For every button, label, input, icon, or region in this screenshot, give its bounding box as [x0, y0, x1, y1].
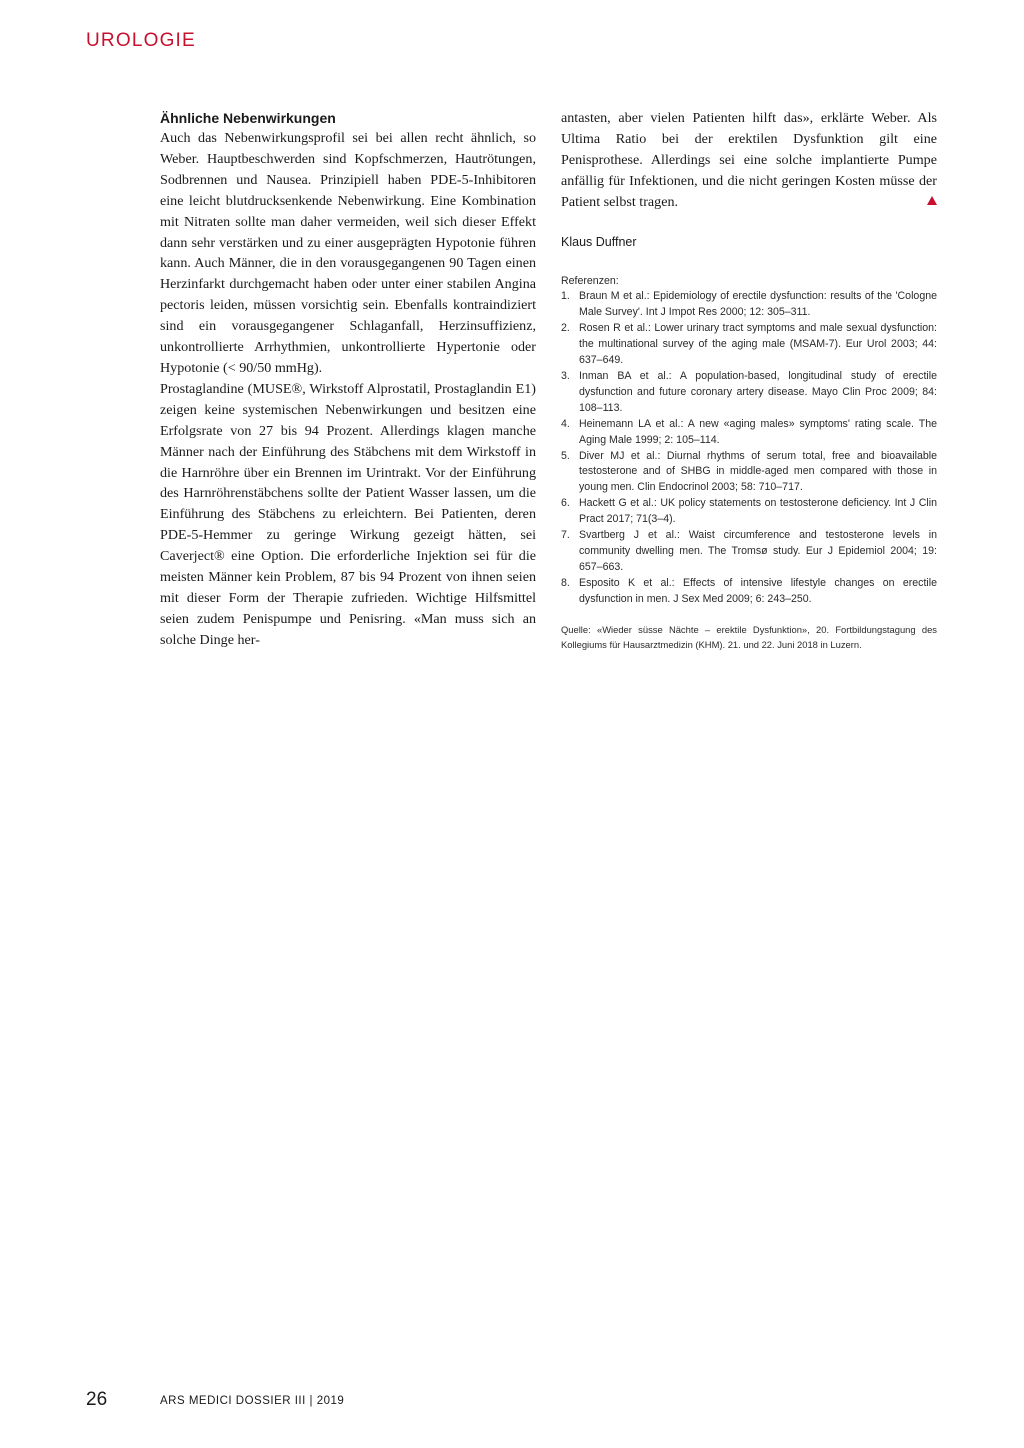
reference-item [561, 528, 937, 576]
article-paragraph-1: Auch das Nebenwirkungsprofil sei bei allen recht ähnlich, so Weber. Hauptbeschwerden sind Kopfschmerzen, Hautrötungen, Sodbrennen und Nausea. Prinzipiell haben PDE-5-Inhibitoren eine leicht blutdrucksenkende Nebenwirkung. Eine Kombination mit Nitraten sollte man daher vermeiden, weil sich dieser Effekt dann sehr verstärken und zu einer ausgeprägten Hypotonie führen kann. Auch Männer, die in den vorausgegangenen 90 Tagen einen Herzinfarkt durchgemacht haben oder unter einer stabilen Angina pectoris leiden, müssen vorsichtig sein. Ebenfalls kontraindiziert sind ein vorausgegangener Schlaganfall, Herzinsuffizienz, unkontrollierte Arrhythmien, unkontrollierte Hypertonie oder Hypotonie (< 90/50 mmHg). [160, 130, 536, 376]
reference-text: Heinemann LA et al.: A new «aging males» symptoms' rating scale. The Aging Male 1999; 2: 105–114. [579, 417, 937, 446]
reference-item [561, 321, 937, 369]
article-paragraph-2-part-2 [561, 108, 937, 213]
reference-item [561, 369, 937, 417]
section-label: UROLOGIE [86, 30, 196, 51]
page-number: 26 [86, 1389, 108, 1410]
reference-text: Braun M et al.: Epidemiology of erectile dysfunction: results of the 'Cologne Male Survey'. Int J Impot Res 2000; 12: 305–311. [579, 290, 937, 319]
article-column-right [561, 108, 937, 652]
reference-number: 6. [561, 497, 570, 510]
reference-number: 4. [561, 417, 570, 430]
reference-text: Inman BA et al.: A population-based, longitudinal study of erectile dysfunction and future coronary artery disease. Mayo Clin Proc 2009; 84: 108–113. [579, 369, 937, 414]
reference-item [561, 289, 937, 321]
references [561, 274, 937, 608]
reference-text: Hackett G et al.: UK policy statements on testosterone deficiency. Int J Clin Pract 2017; 71(3–4). [579, 497, 937, 526]
references-title: Referenzen: [561, 274, 619, 287]
reference-number: 5. [561, 449, 570, 462]
reference-text: Diver MJ et al.: Diurnal rhythms of serum total, free and bioavailable testosterone and of SHBG in middle-aged men compared with those in young men. Clin Endocrinol 2003; 58: 710–717. [579, 449, 937, 494]
reference-item [561, 496, 937, 528]
author-name: Klaus Duffner [561, 234, 637, 249]
reference-number: 2. [561, 322, 570, 335]
article-column-left [160, 108, 536, 651]
source-note: Quelle: «Wieder süsse Nächte – erektile Dysfunktion», 20. Fortbildungstagung des Kollegiums für Hausarztmedizin (KHM). 21. und 22. Juni 2018 in Luzern. [561, 623, 937, 650]
article-paragraph-2-text: antasten, aber vielen Patienten hilft das», erklärte Weber. Als Ultima Ratio bei der erektilen Dysfunktion gilt eine Penisprothese. Allerdings sei eine solche implantierte Pumpe anfällig für Infektionen, und die nicht geringen Kosten müsse der Patient selbst tragen. [561, 110, 937, 210]
article-paragraph-2-part-1: Prostaglandine (MUSE®, Wirkstoff Alprostatil, Prostaglandin E1) zeigen keine systemischen Nebenwirkungen und besitzen eine Erfolgsrate von 27 bis 94 Prozent. Allerdings klagen manche Männer nach der Einführung des Stäbchens mit dem Wirkstoff in die Harnröhre über ein Brennen im Urintrakt. Vor der Einführung des Harnröhrenstäbchens sollte der Patient Wasser lassen, um die Einführung des Stäbchens zu erleichtern. Bei Patienten, deren PDE-5-Hemmer zu geringe Wirkung gezeigt hätten, sei Caverject® eine Option. Die erforderliche Injektion sei für die meisten Männer kein Problem, 87 bis 94 Prozent von ihnen seien mit dieser Form der Therapie zufrieden. Wichtige Hilfsmittel seien zudem Penispumpe und Penisring. «Man muss sich an solche Dinge her- [160, 380, 536, 648]
reference-text: Svartberg J et al.: Waist circumference and testosterone levels in community dwelling men. The Tromsø study. Eur J Epidemiol 2004; 19: 657–663. [579, 529, 937, 573]
reference-number: 8. [561, 576, 570, 589]
reference-item [561, 576, 937, 608]
reference-number: 1. [561, 290, 570, 303]
reference-text: Esposito K et al.: Effects of intensive lifestyle changes on erectile dysfunction in men. J Sex Med 2009; 6: 243–250. [579, 576, 937, 605]
reference-list [561, 289, 937, 607]
reference-text: Rosen R et al.: Lower urinary tract symptoms and male sexual dysfunction: the multinational survey of the aging male (MSAM-7). Eur Urol 2003; 44: 637–649. [579, 322, 937, 367]
reference-item [561, 449, 937, 497]
end-of-article-triangle-icon [927, 196, 937, 205]
reference-number: 7. [561, 529, 570, 542]
reference-number: 3. [561, 369, 570, 382]
reference-item [561, 417, 937, 449]
journal-footer: ARS MEDICI DOSSIER III | 2019 [160, 1395, 345, 1407]
section-heading: Ähnliche Nebenwirkungen [160, 110, 336, 126]
